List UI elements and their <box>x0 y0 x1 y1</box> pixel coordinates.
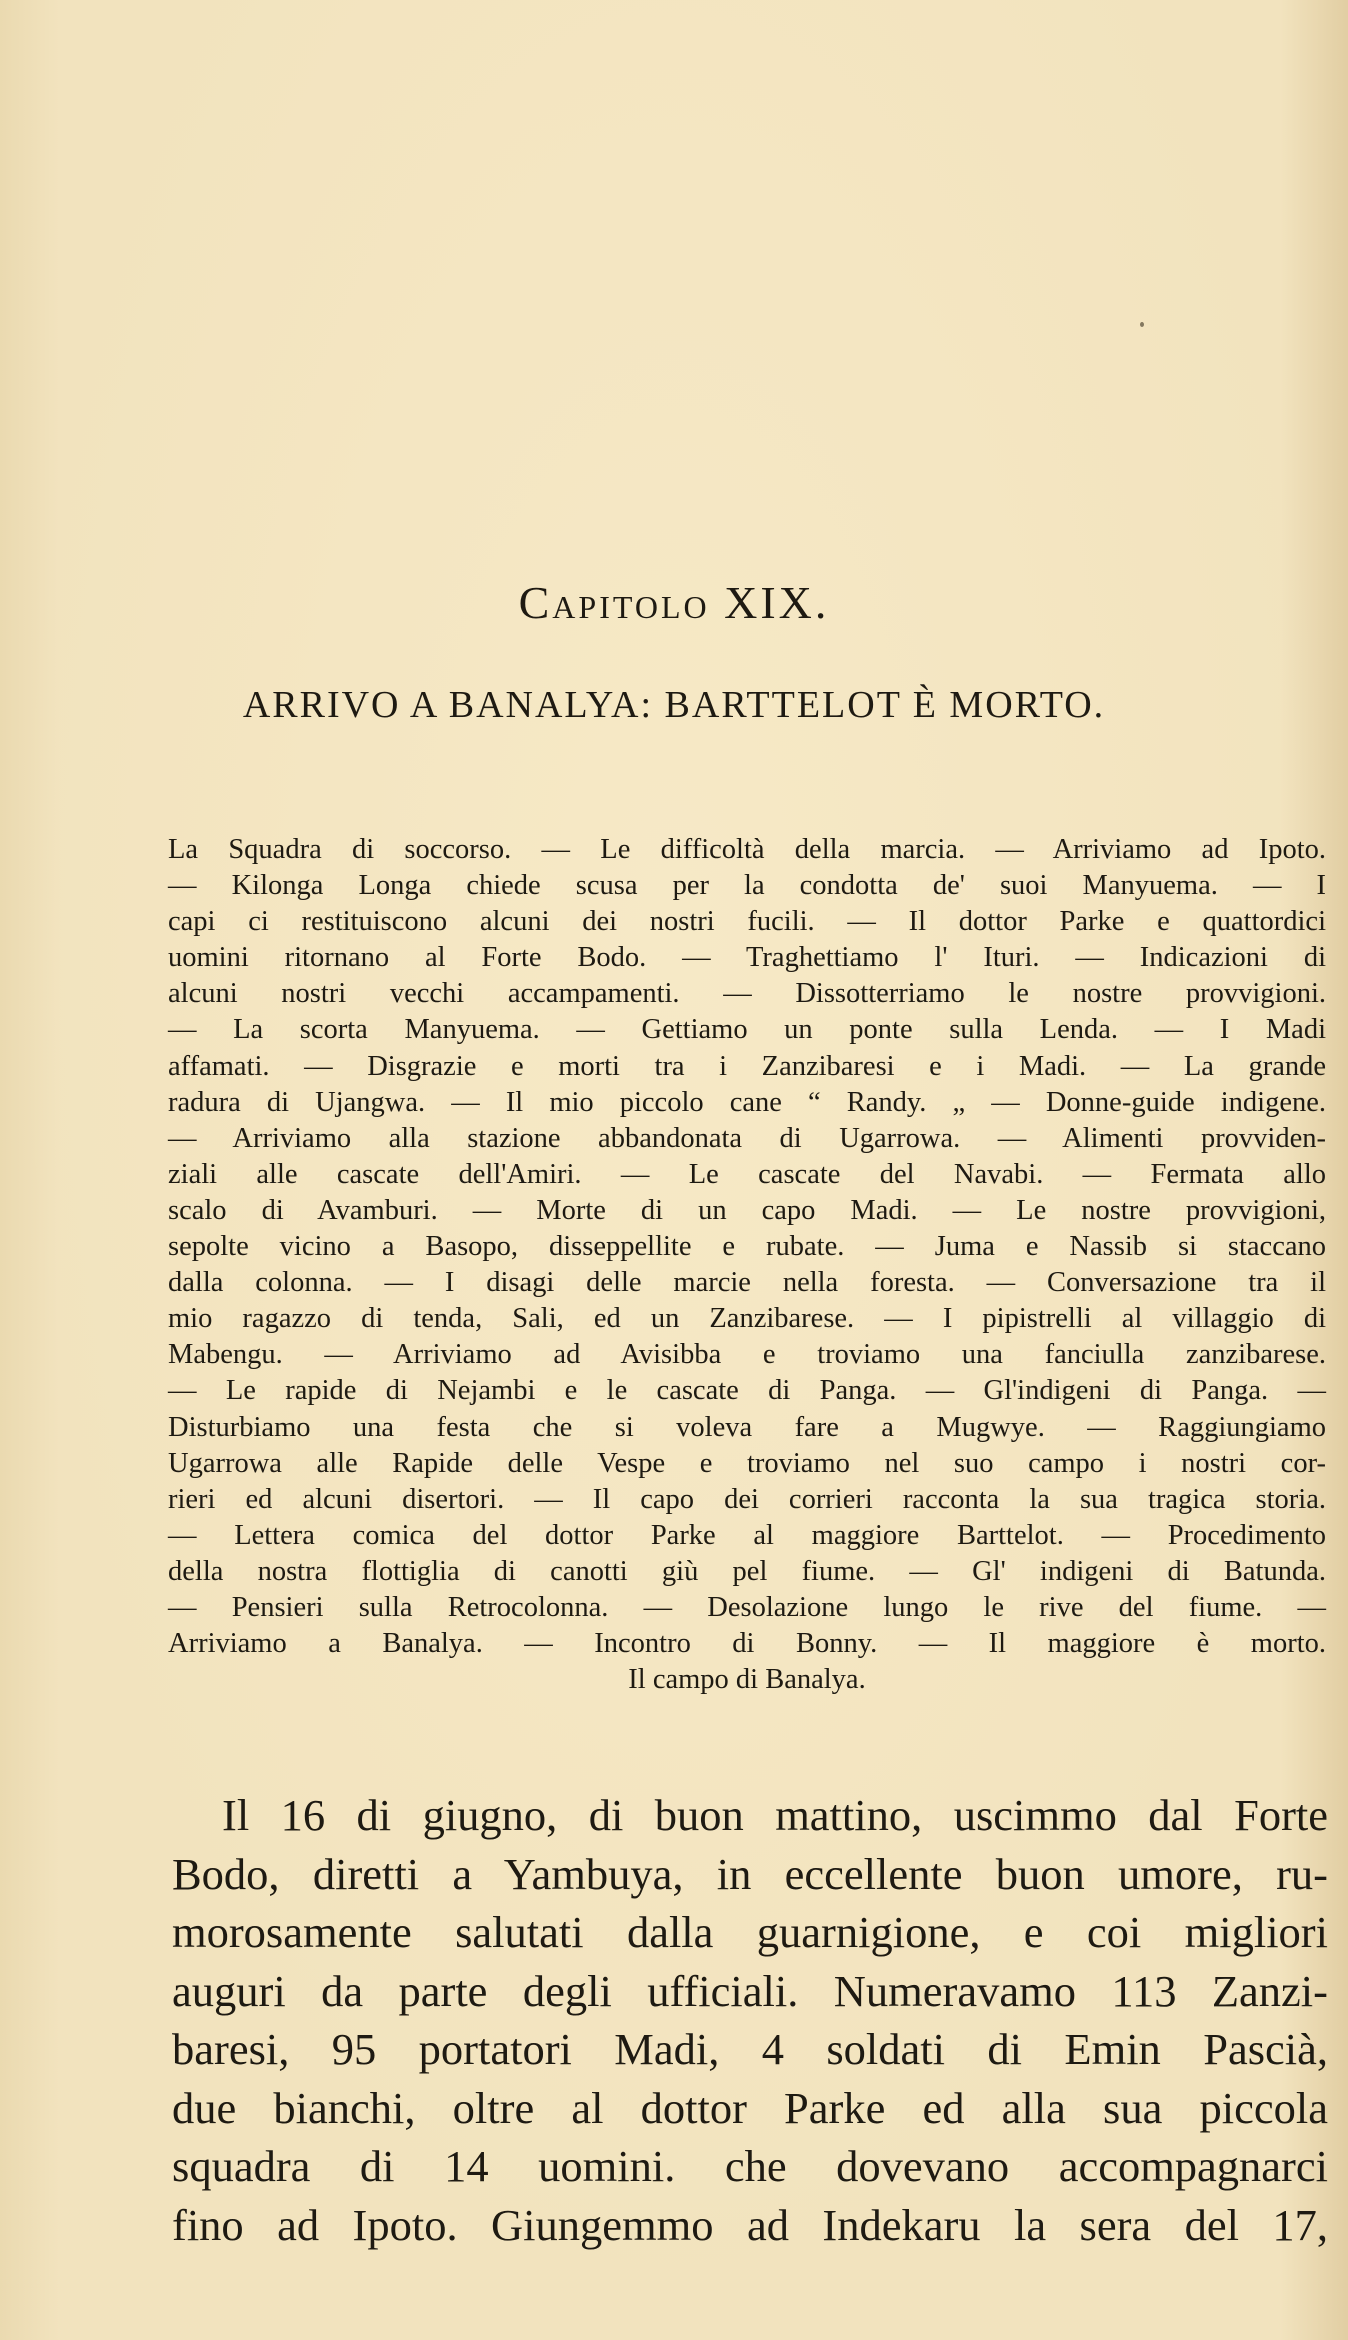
summary-line: affamati. — Disgrazie e morti tra i Zanzibaresi e i Madi. — La grande <box>168 1050 1326 1082</box>
body-paragraph <box>172 1786 1328 2254</box>
body-line: Il 16 di giugno, di buon mattino, uscimmo dal Forte <box>222 1790 1328 1840</box>
summary-line: Il campo di Banalya. <box>628 1664 866 1696</box>
summary-line: scalo di Avamburi. — Morte di un capo Madi. — Le nostre provvigioni, <box>168 1194 1326 1226</box>
summary-line: Mabengu. — Arriviamo ad Avisibba e troviamo una fanciulla zanzibarese. <box>168 1339 1326 1371</box>
body-line: squadra di 14 uomini. che dovevano accompagnarci <box>172 2141 1328 2191</box>
chapter-summary <box>168 832 1326 1698</box>
body-line: morosamente salutati dalla guarnigione, e coi migliori <box>172 1907 1328 1957</box>
body-line: auguri da parte degli ufficiali. Numeravamo 113 Zanzi- <box>172 1965 1328 2016</box>
summary-line: dalla colonna. — I disagi delle marcie nella foresta. — Conversazione tra il <box>168 1267 1326 1299</box>
summary-line: — Pensieri sulla Retrocolonna. — Desolazione lungo le rive del fiume. — <box>168 1591 1326 1623</box>
chapter-title: ARRIVO A BANALYA: BARTTELOT È MORTO. <box>242 684 1106 726</box>
summary-line: capi ci restituiscono alcuni dei nostri fucili. — Il dottor Parke e quattordici <box>168 906 1326 938</box>
chapter-number: Capitolo XIX. <box>518 577 830 628</box>
summary-line: rieri ed alcuni disertori. — Il capo dei corrieri racconta la sua tragica storia. <box>168 1483 1326 1515</box>
summary-line: Disturbiamo una festa che si voleva fare a Mugwye. — Raggiungiamo <box>168 1411 1326 1443</box>
body-line: baresi, 95 portatori Madi, 4 soldati di Emin Pascià, <box>172 2024 1328 2074</box>
summary-line: Ugarrowa alle Rapide delle Vespe e troviamo nel suo campo i nostri cor- <box>168 1447 1326 1479</box>
summary-line: alcuni nostri vecchi accampamenti. — Dissotterriamo le nostre provvigioni. <box>168 978 1326 1010</box>
summary-line: Arriviamo a Banalya. — Incontro di Bonny. — Il maggiore è morto. <box>168 1628 1326 1660</box>
body-line: Bodo, diretti a Yambuya, in eccellente buon umore, ru- <box>172 1848 1328 1899</box>
body-line: due bianchi, oltre al dottor Parke ed alla sua piccola <box>172 2082 1328 2133</box>
summary-line: — La scorta Manyuema. — Gettiamo un ponte sulla Lenda. — I Madi <box>168 1014 1326 1046</box>
summary-line: La Squadra di soccorso. — Le difficoltà della marcia. — Arriviamo ad Ipoto. <box>168 834 1326 865</box>
summary-line: — Arriviamo alla stazione abbandonata di Ugarrowa. — Alimenti provviden- <box>168 1122 1326 1154</box>
summary-line: della nostra flottiglia di canotti giù pel fiume. — Gl' indigeni di Batunda. <box>168 1555 1326 1587</box>
summary-line: — Lettera comica del dottor Parke al maggiore Barttelot. — Procedimento <box>168 1519 1326 1551</box>
summary-line: — Le rapide di Nejambi e le cascate di Panga. — Gl'indigeni di Panga. — <box>168 1375 1326 1407</box>
ink-speck <box>1140 322 1144 327</box>
summary-line: uomini ritornano al Forte Bodo. — Traghettiamo l' Ituri. — Indicazioni di <box>168 942 1326 974</box>
summary-line: mio ragazzo di tenda, Sali, ed un Zanzibarese. — I pipistrelli al villaggio di <box>168 1303 1326 1335</box>
summary-line: — Kilonga Longa chiede scusa per la condotta de' suoi Manyuema. — I <box>168 870 1326 902</box>
summary-line: radura di Ujangwa. — Il mio piccolo cane “ Randy. „ — Donne-guide indigene. <box>168 1086 1326 1118</box>
body-line: fino ad Ipoto. Giungemmo ad Indekaru la sera del 17, <box>172 2199 1328 2250</box>
summary-line: sepolte vicino a Basopo, disseppellite e rubate. — Juma e Nassib si staccano <box>168 1231 1326 1263</box>
summary-line: ziali alle cascate dell'Amiri. — Le cascate del Navabi. — Fermata allo <box>168 1158 1326 1190</box>
